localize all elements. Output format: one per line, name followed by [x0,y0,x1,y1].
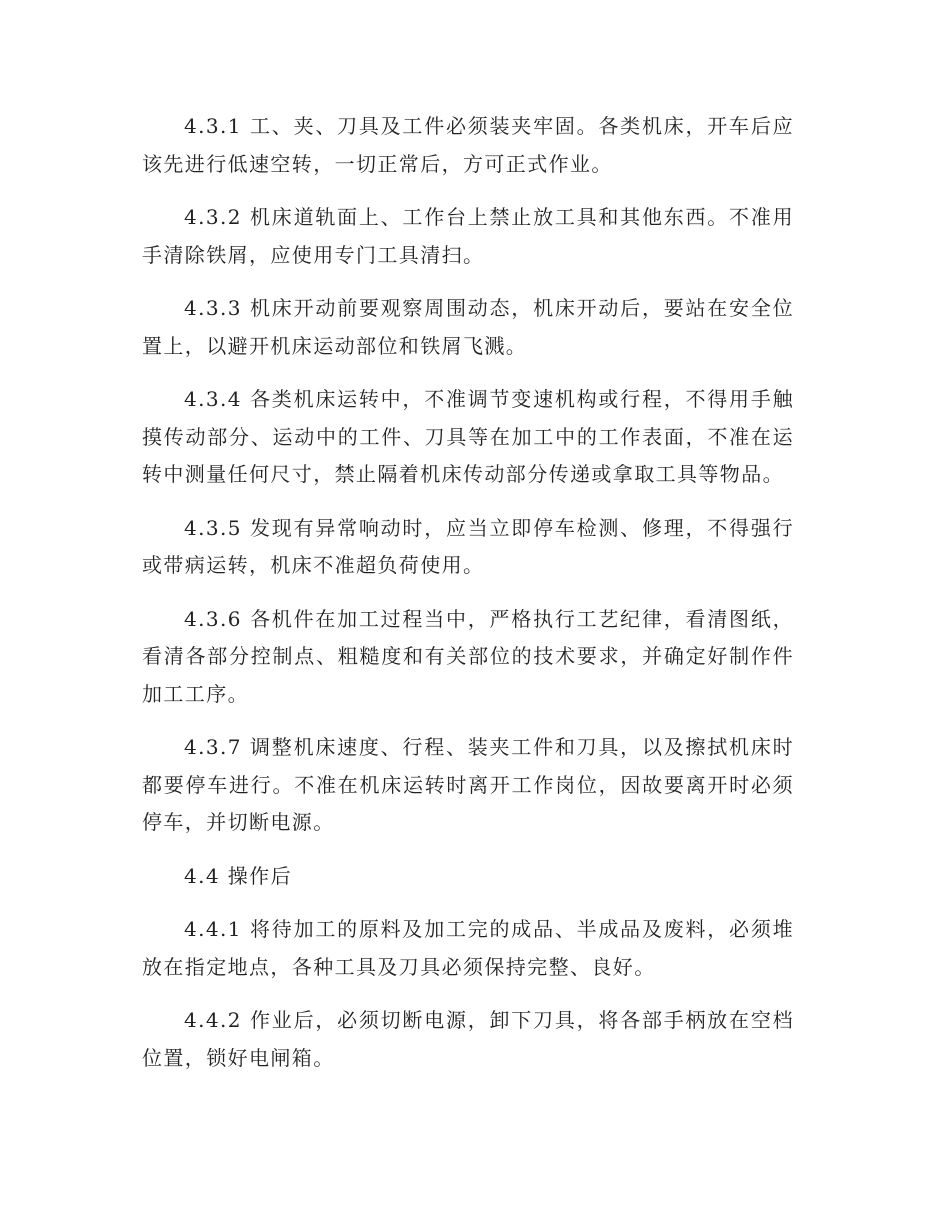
paragraph-4-3-4: 4.3.4 各类机床运转中，不准调节变速机构或行程，不得用手触摸传动部分、运动中的工件、刀具等在加工中的工作表面，不准在运转中测量任何尺寸，禁止隔着机床传动部分传递或拿取工具等物品。 [142,387,794,486]
paragraph-4-3-7: 4.3.7 调整机床速度、行程、装夹工件和刀具，以及擦拭机床时都要停车进行。不准在机床运转时离开工作岗位，因故要离开时必须停车，并切断电源。 [142,735,794,834]
paragraph-4-3-1: 4.3.1 工、夹、刀具及工件必须装夹牢固。各类机床，开车后应该先进行低速空转，一切正常后，方可正式作业。 [142,114,794,176]
paragraph-4-3-2: 4.3.2 机床道轨面上、工作台上禁止放工具和其他东西。不准用手清除铁屑，应使用专门工具清扫。 [142,205,794,267]
paragraph-4-3-5: 4.3.5 发现有异常响动时，应当立即停车检测、修理，不得强行或带病运转，机床不准超负荷使用。 [142,515,794,577]
paragraph-4-3-6: 4.3.6 各机件在加工过程当中，严格执行工艺纪律，看清图纸，看清各部分控制点、粗糙度和有关部位的技术要求，并确定好制作件加工工序。 [142,606,794,706]
paragraph-4-4-1: 4.4.1 将待加工的原料及加工完的成品、半成品及废料，必须堆放在指定地点，各种工具及刀具必须保持完整、良好。 [142,917,794,979]
paragraph-4-4-2: 4.4.2 作业后，必须切断电源，卸下刀具，将各部手柄放在空档位置，锁好电闸箱。 [142,1008,794,1070]
document-body [142,108,794,1093]
section-heading-4-4: 4.4 操作后 [184,863,292,888]
paragraph-4-3-3: 4.3.3 机床开动前要观察周围动态，机床开动后，要站在安全位置上，以避开机床运动部位和铁屑飞溅。 [142,296,794,358]
